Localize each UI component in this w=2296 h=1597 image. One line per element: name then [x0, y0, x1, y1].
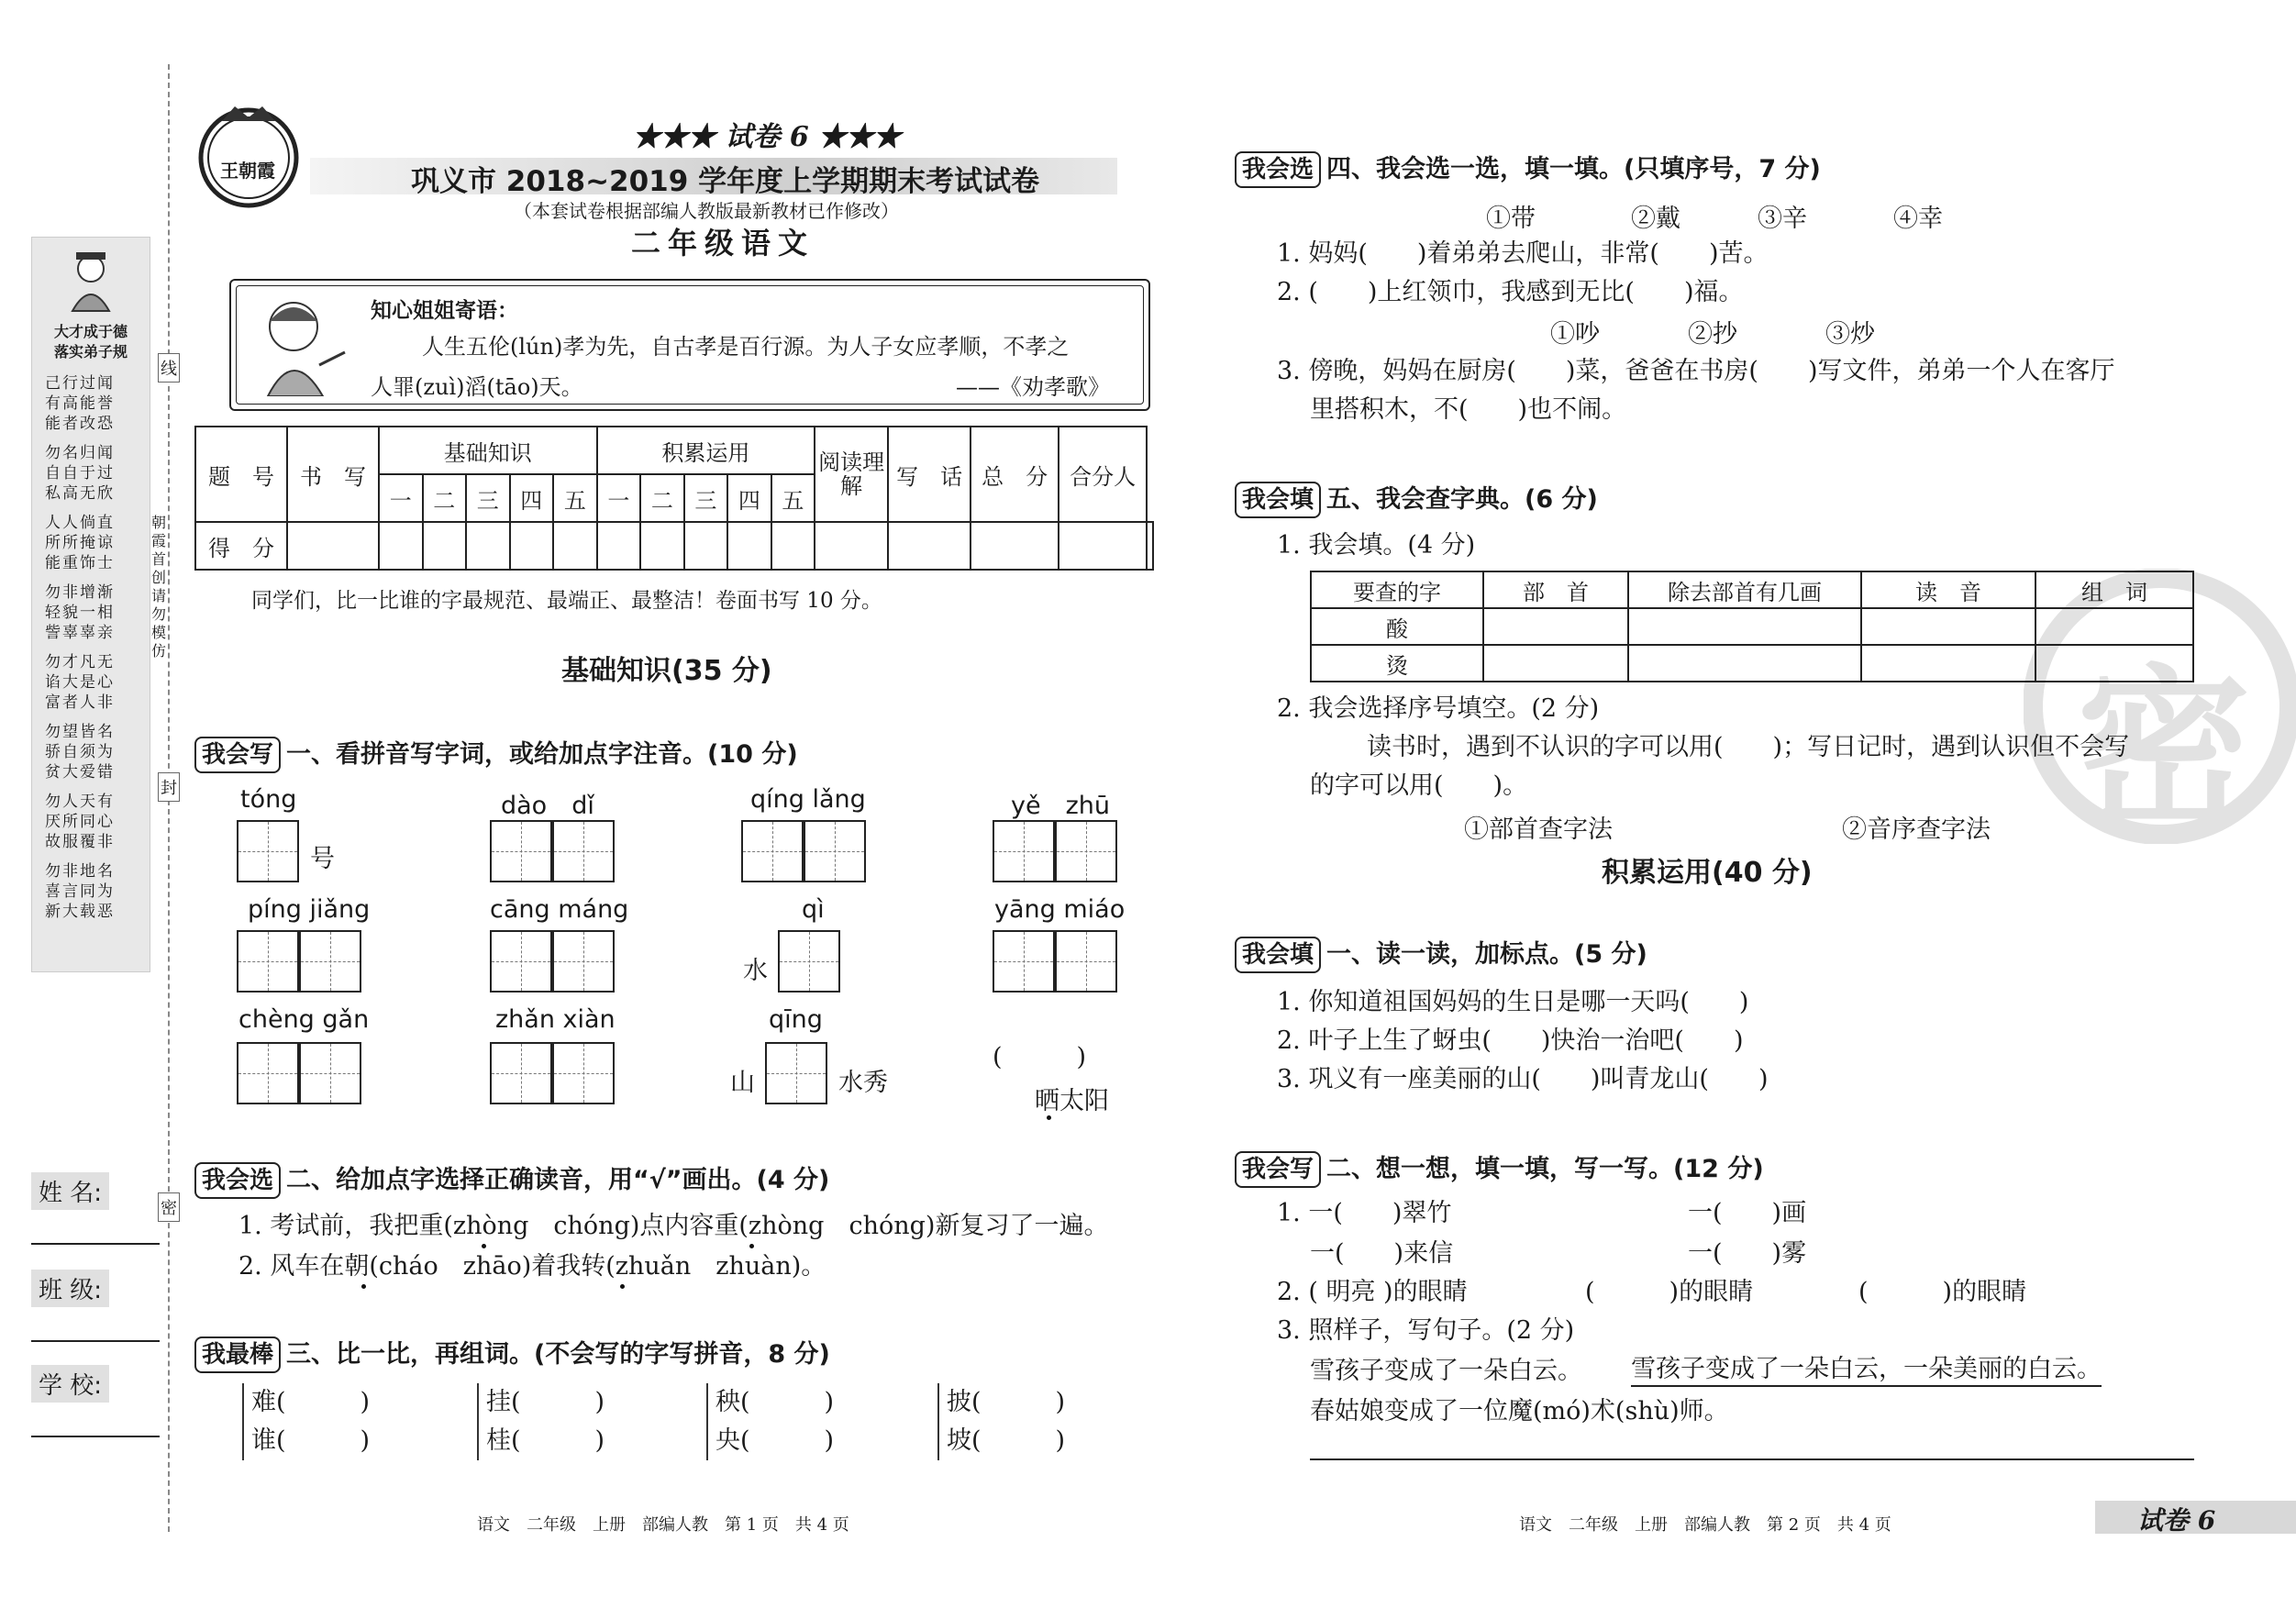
series-tag: ★★★ 试卷 6 ★★★ [633, 121, 902, 153]
q1-box-2b[interactable] [552, 820, 615, 882]
q1-pinyin-6: cāng máng [490, 895, 629, 924]
q3-pair-2[interactable]: 挂( ) 桂( ) [477, 1383, 605, 1460]
logo [194, 101, 303, 209]
q4-option-5: ①吵 [1550, 320, 1600, 349]
part1-title: 基础知识(35 分) [561, 655, 772, 687]
intro-line1: 人生五伦(lún)孝为先，自古孝是百行源。为人子女应孝顺，不孝之 [422, 334, 1070, 360]
q1-box-10a[interactable] [490, 1042, 552, 1104]
p2q2-l1a[interactable]: 1. 一( )翠竹 [1277, 1199, 1452, 1227]
score-th-total: 总 分 [971, 427, 1059, 522]
q2-header: 我会选 二、给加点字选择正确读音，用“√”画出。(4 分) [194, 1159, 829, 1199]
intro-girl [250, 294, 350, 400]
q1-dot-12 [1047, 1115, 1051, 1120]
sidebar-panel [31, 237, 150, 972]
p2q2-l3b[interactable]: ( )的眼睛 [1585, 1278, 1754, 1306]
q4-option-3: ③辛 [1758, 205, 1807, 233]
q1-pinyin-12[interactable]: ( ) [993, 1043, 1087, 1071]
p2q2-example-3: 春姑娘变成了一位魔(mó)术(shù)师。 [1310, 1397, 1729, 1425]
q5-opt-b: ②音序查字法 [1842, 815, 1991, 844]
sidebar-slogan-1: 大才成于德 [53, 323, 128, 340]
p2q2-l2b[interactable]: 一( )雾 [1688, 1239, 1807, 1268]
p2q2-l3a[interactable]: 2. ( 明亮 )的眼睛 [1277, 1278, 1468, 1306]
q1-box-10b[interactable] [552, 1042, 615, 1104]
intro-source: ——《劝孝歌》 [956, 374, 1110, 400]
q4-option-1: ①带 [1486, 205, 1536, 233]
score-th-basic: 基础知识 [379, 427, 597, 474]
p2q1-line-3[interactable]: 3. 巩义有一座美丽的山( )叫青龙山( ) [1277, 1065, 1769, 1093]
q1-pinyin-1: tóng [240, 785, 297, 814]
q1-box-8b[interactable] [1055, 930, 1117, 993]
q1-header: 我会写 一、看拼音写字词，或给加点字注音。(10 分) [194, 734, 798, 773]
class-label: 班 级: [31, 1270, 109, 1307]
intro-line2: 人罪(zuì)滔(tāo)天。 [371, 374, 583, 400]
footer-tag: 试卷 6 [2137, 1505, 2216, 1536]
binding-mark-3: 密 [158, 1192, 180, 1222]
dict-th-strokes: 除去部首有几画 [1628, 571, 1861, 608]
q1-box-1a[interactable] [237, 820, 299, 882]
p2q2-badge: 我会写 [1235, 1151, 1321, 1188]
dict-th-char: 要查的字 [1311, 571, 1483, 608]
p2q1-line-2[interactable]: 2. 叶子上生了蚜虫( )快治一治吧( ) [1277, 1026, 1744, 1055]
q3-pair-4[interactable]: 披( ) 坡( ) [937, 1383, 1065, 1460]
score-th-compose: 写 话 [888, 427, 971, 522]
q1-pinyin-3: qíng lǎng [750, 785, 866, 814]
q1-badge: 我会写 [194, 737, 281, 773]
q1-box-2a[interactable] [490, 820, 552, 882]
q5-sub-1: 1. 我会填。(4 分) [1277, 531, 1476, 560]
q1-box-4a[interactable] [993, 820, 1055, 882]
q1-box-6a[interactable] [490, 930, 552, 993]
q1-box-3a[interactable] [741, 820, 804, 882]
q4-line-2[interactable]: 2. ( )上红领巾，我感到无比( )福。 [1277, 278, 1744, 306]
footer-right: 语文 二年级 上册 部编人教 第 2 页 共 4 页 [1519, 1515, 1891, 1535]
q1-pinyin-8: yāng miáo [994, 895, 1126, 924]
exam-subject: 二年级语文 [631, 226, 815, 261]
q1-pinyin-11: qīng [769, 1005, 823, 1034]
dict-th-radical: 部 首 [1483, 571, 1628, 608]
q1-box-6b[interactable] [552, 930, 615, 993]
q2-line-1: 1. 考试前，我把重(zhòng chóng)点内容重(zhòng chóng)新复习了一遍。 [238, 1212, 1109, 1240]
dict-table [1310, 571, 2194, 682]
score-row-label: 得 分 [195, 522, 287, 570]
score-th-reading: 阅读理解 [815, 427, 888, 522]
q1-pinyin-5: píng jiǎng [248, 895, 371, 924]
p2q2-l2a[interactable]: 一( )来信 [1310, 1239, 1454, 1268]
q4-option-6: ②抄 [1688, 320, 1737, 349]
p2q2-l4: 3. 照样子，写句子。(2 分) [1277, 1316, 1575, 1345]
q1-box-4b[interactable] [1055, 820, 1117, 882]
dict-th-pron: 读 音 [1861, 571, 2035, 608]
q1-pinyin-7: qì [802, 895, 825, 924]
q5-line-2[interactable]: 的字可以用( )。 [1310, 771, 1528, 800]
q1-word-12: 晒太阳 [1035, 1087, 1109, 1115]
class-field[interactable] [31, 1270, 160, 1342]
p2q2-l1b[interactable]: 一( )画 [1688, 1199, 1807, 1227]
q1-box-7a[interactable] [778, 930, 840, 993]
name-label: 姓 名: [31, 1172, 109, 1210]
p2q1-badge: 我会填 [1235, 937, 1321, 973]
score-table: 题 号 书 写 基础知识 积累运用 阅读理解 写 话 总 分 合分人 一 二 三 四 五 一 二 三 四 五 得 分 [194, 426, 1154, 571]
q4-option-7: ③炒 [1825, 320, 1875, 349]
q1-pinyin-4: yě zhū [1011, 792, 1110, 820]
q1-pinyin-2: dào dǐ [501, 792, 594, 820]
p2q2-answer-line[interactable] [1310, 1458, 2194, 1460]
sidebar-slogan-2: 落实弟子规 [53, 343, 128, 360]
score-th-writing: 书 写 [287, 427, 379, 522]
dict-row-char: 烫 [1311, 645, 1483, 682]
q5-line-1[interactable]: 读书时，遇到不认识的字可以用( )；写日记时，遇到认识但不会写 [1367, 733, 2130, 761]
sidebar-figure [67, 250, 115, 315]
q4-option-2: ②戴 [1631, 205, 1680, 233]
part2-title: 积累运用(40 分) [1602, 857, 1813, 889]
p2q1-header: 我会填 一、读一读，加标点。(5 分) [1235, 934, 1647, 973]
q5-badge: 我会填 [1235, 482, 1321, 518]
q5-sub-2: 2. 我会选择序号填空。(2 分) [1277, 694, 1600, 723]
q4-line-3[interactable]: 3. 傍晚，妈妈在厨房( )菜，爸爸在书房( )写文件，弟弟一个人在客厅 [1277, 357, 2115, 385]
sidebar-mottos: 己行过闻 有高能誉 能者改恐 勿名归闻 自自于过 私高无欣 人人倘直 所所掩谅 能重饰士 勿非增渐 轻貌一相 訾辜辜亲 勿才凡无 谄大是心 富者人非 勿望皆名 骄自须为 贫大爱错 勿人天有 厌所同心 故服覆非 勿非地名 喜言同为 新大载恶 [45, 374, 115, 921]
score-th-grader: 合分人 [1059, 427, 1147, 522]
intro-box [229, 279, 1150, 411]
q5-opt-a: ①部首查字法 [1464, 815, 1613, 844]
q4-option-4: ④幸 [1893, 205, 1943, 233]
dict-th-word: 组 词 [2035, 571, 2193, 608]
q1-box-5b[interactable] [299, 930, 361, 993]
dict-row-char: 酸 [1311, 608, 1483, 645]
binding-mark-2: 封 [158, 772, 180, 802]
exam-title: 巩义市 2018~2019 学年度上学期期末考试试卷 [411, 165, 1040, 198]
q1-suffix-1: 号 [310, 845, 335, 873]
logo-text: 王朝霞 [220, 160, 275, 182]
q1-prefix-7: 水 [743, 957, 768, 985]
q3-badge: 我最棒 [194, 1336, 281, 1373]
q1-box-9b[interactable] [299, 1042, 361, 1104]
vertical-note: 朝霞首创 请勿模仿 [151, 514, 167, 660]
q1-prefix-11: 山 [730, 1069, 755, 1097]
q3-header: 我最棒 三、比一比，再组词。(不会写的字写拼音，8 分) [194, 1334, 830, 1373]
q1-box-8a[interactable] [993, 930, 1055, 993]
school-field[interactable] [31, 1365, 160, 1437]
p2q2-l3c[interactable]: ( )的眼睛 [1858, 1278, 2027, 1306]
score-th-no: 题 号 [195, 427, 287, 522]
q2-badge: 我会选 [194, 1162, 281, 1199]
p2q2-example-2: 雪孩子变成了一朵白云，一朵美丽的白云。 [1631, 1354, 2102, 1387]
q1-box-5a[interactable] [237, 930, 299, 993]
q1-box-9a[interactable] [237, 1042, 299, 1104]
footer-left: 语文 二年级 上册 部编人教 第 1 页 共 4 页 [477, 1515, 849, 1535]
p2q2-header: 我会写 二、想一想，填一填，写一写。(12 分) [1235, 1148, 1764, 1188]
name-field[interactable] [31, 1172, 160, 1245]
stamp-char: 密 [2077, 649, 2252, 852]
exam-note: （本套试卷根据部编人教版最新教材已作修改） [514, 200, 899, 222]
school-label: 学 校: [31, 1365, 109, 1403]
q4-line-1[interactable]: 1. 妈妈( )着弟弟去爬山，非常( )苦。 [1277, 239, 1769, 268]
q4-badge: 我会选 [1235, 151, 1321, 188]
q3-pair-1[interactable]: 难( ) 谁( ) [242, 1383, 370, 1460]
q4-header: 我会选 四、我会选一选，填一填。(只填序号，7 分) [1235, 149, 1821, 188]
q1-suffix-11: 水秀 [838, 1069, 888, 1097]
q1-pinyin-9: chèng gǎn [238, 1005, 370, 1034]
p2q1-line-1[interactable]: 1. 你知道祖国妈妈的生日是哪一天吗( ) [1277, 988, 1749, 1016]
q1-box-11a[interactable] [765, 1042, 827, 1104]
handwriting-note: 同学们，比一比谁的字最规范、最端正、最整洁！卷面书写 10 分。 [251, 589, 882, 613]
q1-pinyin-10: zhǎn xiàn [495, 1005, 616, 1034]
q3-pair-3[interactable]: 秧( ) 央( ) [706, 1383, 834, 1460]
q1-box-3b[interactable] [804, 820, 866, 882]
binding-mark-1: 线 [158, 353, 180, 383]
score-th-accum: 积累运用 [597, 427, 815, 474]
p2q2-example-1: 雪孩子变成了一朵白云。 [1310, 1357, 1582, 1385]
q2-line-2: 2. 风车在朝(cháo zhāo)着我转(zhuǎn zhuàn)。 [238, 1252, 826, 1281]
q5-header: 我会填 五、我会查字典。(6 分) [1235, 479, 1598, 518]
q4-line-4[interactable]: 里搭积木，不( )也不闹。 [1310, 395, 1627, 424]
intro-heading: 知心姐姐寄语： [371, 298, 518, 323]
